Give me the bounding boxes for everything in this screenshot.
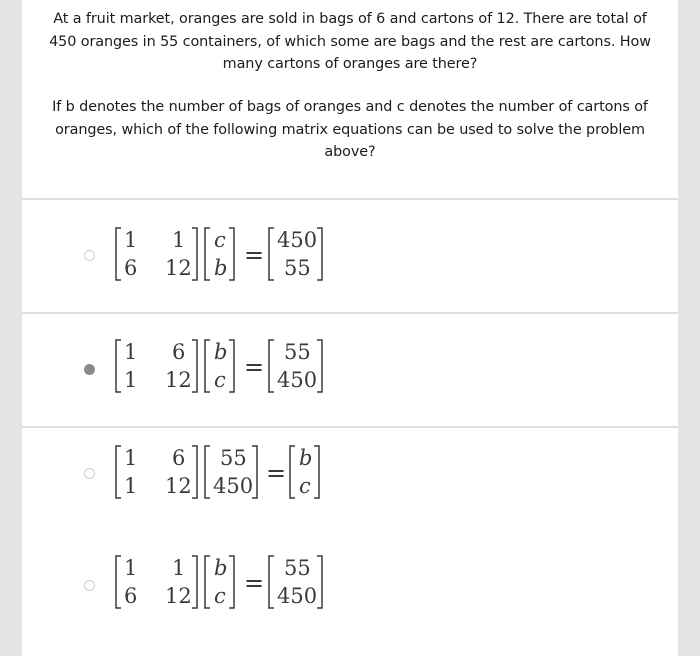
bracket-left [290, 446, 295, 498]
bracket-right [192, 340, 197, 392]
vector-cell: 55 [284, 556, 311, 580]
vector-cell: 55 [220, 446, 247, 470]
bracket-left [116, 556, 121, 608]
radio-button-b[interactable] [84, 364, 95, 375]
matrix-cell: 1 [124, 446, 138, 470]
prompt-line-3: above? [324, 144, 376, 160]
vector-cell: 55 [284, 340, 311, 364]
bracket-left [269, 556, 274, 608]
vector-cell: 450 [213, 474, 254, 498]
bracket-left [205, 228, 210, 280]
matrix-cell: 1 [124, 474, 138, 498]
vector-cell: 55 [284, 256, 311, 280]
question-card [22, 0, 678, 656]
matrix-cell: 1 [124, 340, 138, 364]
equals-sign: = [244, 569, 265, 597]
matrix-cell: 1 [172, 556, 186, 580]
matrix-cell: 6 [124, 256, 138, 280]
matrix-cell: 6 [124, 584, 138, 608]
matrix-cell: 6 [172, 446, 186, 470]
vector-cell: b [299, 446, 313, 470]
matrix-cell: 12 [165, 584, 192, 608]
bracket-left [205, 556, 210, 608]
bracket-right [317, 340, 322, 392]
radio-button-c[interactable] [84, 468, 95, 479]
matrix-cell: 12 [165, 474, 192, 498]
question-line-2: 450 oranges in 55 containers, of which some are bags and the rest are cartons. How [49, 33, 651, 50]
matrix-equation-d [114, 550, 394, 614]
bracket-left [116, 228, 121, 280]
bracket-left [205, 340, 210, 392]
vector-cell: c [214, 368, 226, 392]
matrix-equation-c [114, 440, 394, 504]
bracket-right [192, 446, 197, 498]
vector-cell: c [299, 474, 311, 498]
answer-option-c[interactable] [22, 428, 678, 538]
radio-button-a[interactable] [84, 250, 95, 261]
vector-cell: c [214, 584, 226, 608]
equation-svg-a [114, 222, 394, 286]
bracket-right [192, 228, 197, 280]
matrix-cell: 1 [172, 228, 186, 252]
bracket-right [317, 228, 322, 280]
answer-option-b[interactable] [22, 314, 678, 424]
equation-svg-c [114, 440, 394, 504]
equals-sign: = [244, 241, 265, 269]
vector-cell: c [214, 228, 226, 252]
equals-sign: = [266, 459, 287, 487]
equation-svg-b [114, 334, 394, 398]
matrix-cell: 6 [172, 340, 186, 364]
matrix-cell: 12 [165, 368, 192, 392]
bracket-right [317, 556, 322, 608]
answer-option-d[interactable] [22, 540, 678, 650]
bracket-right [229, 556, 234, 608]
bracket-right [229, 340, 234, 392]
vector-cell: b [214, 556, 228, 580]
prompt-text [22, 96, 678, 164]
bracket-left [116, 446, 121, 498]
matrix-equation-a [114, 222, 394, 286]
question-line-3: many cartons of oranges are there? [222, 56, 478, 72]
prompt-line-1: If b denotes the number of bags of oranges and c denotes the number of cartons of [52, 99, 648, 115]
question-line-1: At a fruit market, oranges are sold in bags of 6 and cartons of 12. There are total of [53, 11, 647, 27]
equals-sign: = [244, 353, 265, 381]
matrix-cell: 1 [124, 228, 138, 252]
vector-cell: b [214, 256, 228, 280]
bracket-left [269, 340, 274, 392]
bracket-right [192, 556, 197, 608]
vector-cell: 450 [277, 584, 318, 608]
matrix-equation-b [114, 334, 394, 398]
vector-cell: b [214, 340, 228, 364]
matrix-cell: 1 [124, 556, 138, 580]
bracket-right [229, 228, 234, 280]
matrix-cell: 12 [165, 256, 192, 280]
bracket-right [314, 446, 319, 498]
answer-option-a[interactable] [22, 200, 678, 310]
bracket-left [205, 446, 210, 498]
bracket-left [116, 340, 121, 392]
equation-svg-d [114, 550, 394, 614]
radio-button-d[interactable] [84, 580, 95, 591]
bracket-left [269, 228, 274, 280]
vector-cell: 450 [277, 368, 318, 392]
prompt-line-2: oranges, which of the following matrix equations can be used to solve the problem [55, 121, 645, 138]
question-text [22, 8, 678, 76]
matrix-cell: 1 [124, 368, 138, 392]
vector-cell: 450 [277, 228, 318, 252]
